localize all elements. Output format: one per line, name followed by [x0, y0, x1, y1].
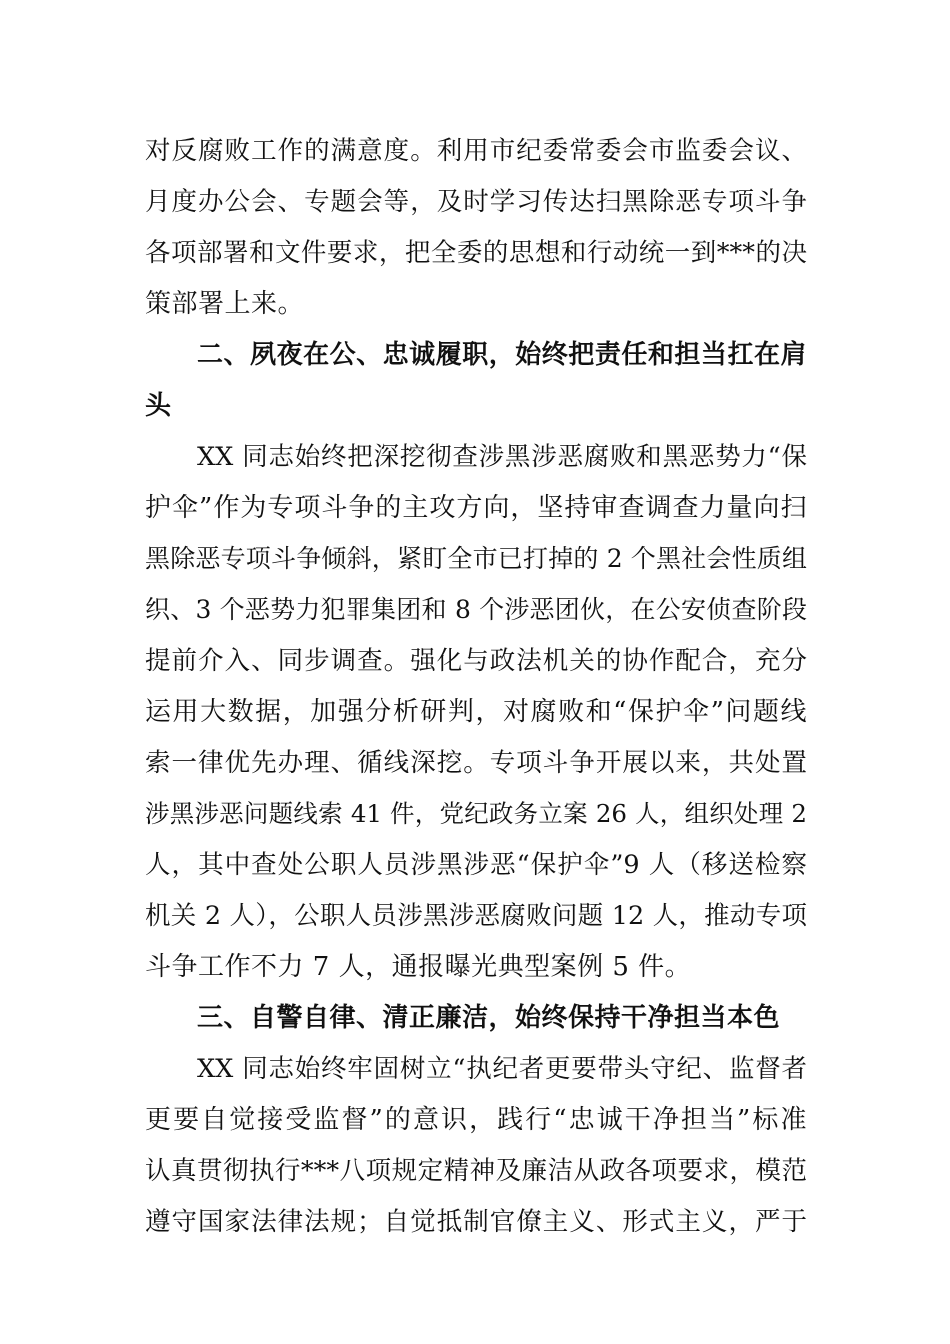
section-2-heading-line-1: 二、夙夜在公、忠诚履职，始终把责任和担当扛在肩: [197, 340, 807, 370]
paragraph-2-line-3: 黑除恶专项斗争倾斜，紧盯全市已打掉的 2 个黑社会性质组: [145, 544, 807, 573]
paragraph-3-line-4: 遵守国家法律法规；自觉抵制官僚主义、形式主义，严于: [145, 1207, 807, 1237]
paragraph-3-line-3: 认真贯彻执行***八项规定精神及廉洁从政各项要求，模范: [145, 1156, 807, 1186]
paragraph-2-line-5: 提前介入、同步调查。强化与政法机关的协作配合，充分: [145, 646, 807, 676]
paragraph-1-line-1: 对反腐败工作的满意度。利用市纪委常委会市监委会议、: [145, 136, 807, 166]
paragraph-2-line-8: 涉黑涉恶问题线索 41 件，党纪政务立案 26 人，组织处理 2: [145, 799, 807, 828]
paragraph-2-line-9: 人，其中查处公职人员涉黑涉恶“保护伞”9 人（移送检察: [145, 850, 807, 880]
paragraph-3-line-2: 更要自觉接受监督”的意识，践行“忠诚干净担当”标准: [145, 1105, 807, 1135]
paragraph-2-line-4: 织、3 个恶势力犯罪集团和 8 个涉恶团伙，在公安侦查阶段: [145, 595, 807, 624]
paragraph-1-line-3: 各项部署和文件要求，把全委的思想和行动统一到***的决: [145, 238, 807, 268]
paragraph-2-line-10: 机关 2 人），公职人员涉黑涉恶腐败问题 12 人，推动专项: [145, 901, 807, 931]
section-2-heading-line-2: 头: [145, 391, 172, 421]
paragraph-2-line-11: 斗争工作不力 7 人，通报曝光典型案例 5 件。: [145, 952, 692, 982]
paragraph-2-line-2: 护伞”作为专项斗争的主攻方向，坚持审查调查力量向扫: [145, 493, 807, 523]
paragraph-2-line-1: XX 同志始终把深挖彻查涉黑涉恶腐败和黑恶势力“保: [197, 442, 807, 472]
paragraph-2-line-6: 运用大数据，加强分析研判，对腐败和“保护伞”问题线: [145, 697, 807, 727]
paragraph-1-line-4: 策部署上来。: [145, 289, 305, 319]
section-3-heading: 三、自警自律、清正廉洁，始终保持干净担当本色: [197, 1003, 781, 1033]
paragraph-1-line-2: 月度办公会、专题会等，及时学习传达扫黑除恶专项斗争: [145, 187, 807, 217]
paragraph-3-line-1: XX 同志始终牢固树立“执纪者更要带头守纪、监督者: [197, 1054, 807, 1084]
paragraph-2-line-7: 索一律优先办理、循线深挖。专项斗争开展以来，共处置: [145, 748, 807, 778]
